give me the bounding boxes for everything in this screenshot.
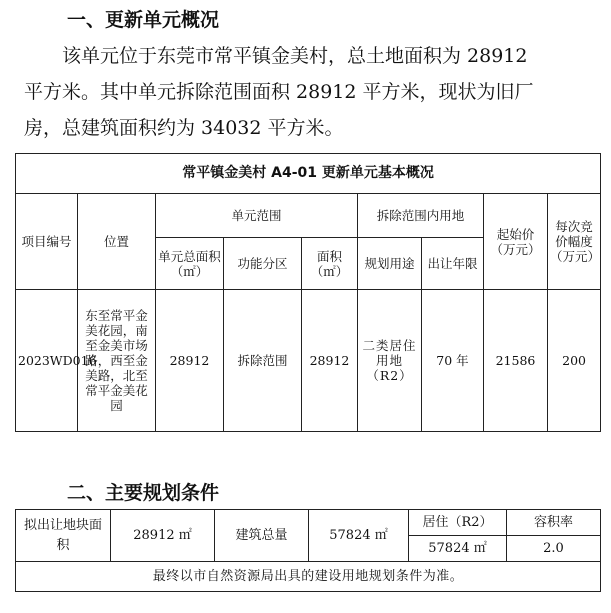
value-residential: 57824 ㎡ — [409, 536, 507, 562]
section-heading-planning: 二、主要规划条件 — [67, 482, 220, 504]
value-total-building: 57824 ㎡ — [309, 510, 409, 562]
header-unit-scope: 单元范围 — [156, 194, 358, 238]
cell-transfer-term: 70 年 — [422, 290, 484, 432]
label-far: 容积率 — [507, 510, 601, 536]
label-residential: 居住（R2） — [409, 510, 507, 536]
header-area: 面积（㎡） — [302, 238, 358, 290]
header-location: 位置 — [78, 194, 156, 290]
cell-function-zone: 拆除范围 — [224, 290, 302, 432]
table-title: 常平镇金美村 A4-01 更新单元基本概况 — [16, 154, 601, 194]
planning-conditions-table — [15, 509, 601, 592]
header-unit-total-area: 单元总面积（㎡） — [156, 238, 224, 290]
table-row — [16, 290, 601, 432]
overview-paragraph — [24, 38, 599, 146]
cell-bid-increment: 200 — [548, 290, 601, 432]
cell-project-no: 2023WD016 — [16, 290, 78, 432]
paragraph-line: 平方米。其中单元拆除范围面积 28912 平方米，现状为旧厂 — [24, 81, 534, 103]
paragraph-line — [24, 38, 599, 74]
unit-overview-table — [15, 153, 601, 432]
header-project-no: 项目编号 — [16, 194, 78, 290]
value-land-area: 28912 ㎡ — [111, 510, 215, 562]
header-bid-increment: 每次竞价幅度（万元） — [548, 194, 601, 290]
label-total-building: 建筑总量 — [215, 510, 309, 562]
planning-note: 最终以市自然资源局出具的建设用地规划条件为准。 — [16, 562, 601, 592]
cell-location: 东至常平金美花园，南至金美市场路，西至金美路，北至常平金美花园 — [78, 290, 156, 432]
paragraph-text: 该单元位于东莞市常平镇金美村，总土地面积为 28912 — [62, 45, 528, 67]
label-land-area: 拟出让地块面积 — [16, 510, 111, 562]
header-demolition-land: 拆除范围内用地 — [358, 194, 484, 238]
cell-unit-total-area: 28912 — [156, 290, 224, 432]
header-planned-use: 规划用途 — [358, 238, 422, 290]
value-far: 2.0 — [507, 536, 601, 562]
header-transfer-term: 出让年限 — [422, 238, 484, 290]
paragraph-line: 房，总建筑面积约为 34032 平方米。 — [24, 117, 344, 139]
cell-area: 28912 — [302, 290, 358, 432]
header-function-zone: 功能分区 — [224, 238, 302, 290]
cell-planned-use: 二类居住用地（R2） — [358, 290, 422, 432]
cell-starting-price: 21586 — [484, 290, 548, 432]
header-starting-price: 起始价（万元） — [484, 194, 548, 290]
section-heading-overview: 一、更新单元概况 — [67, 9, 220, 31]
